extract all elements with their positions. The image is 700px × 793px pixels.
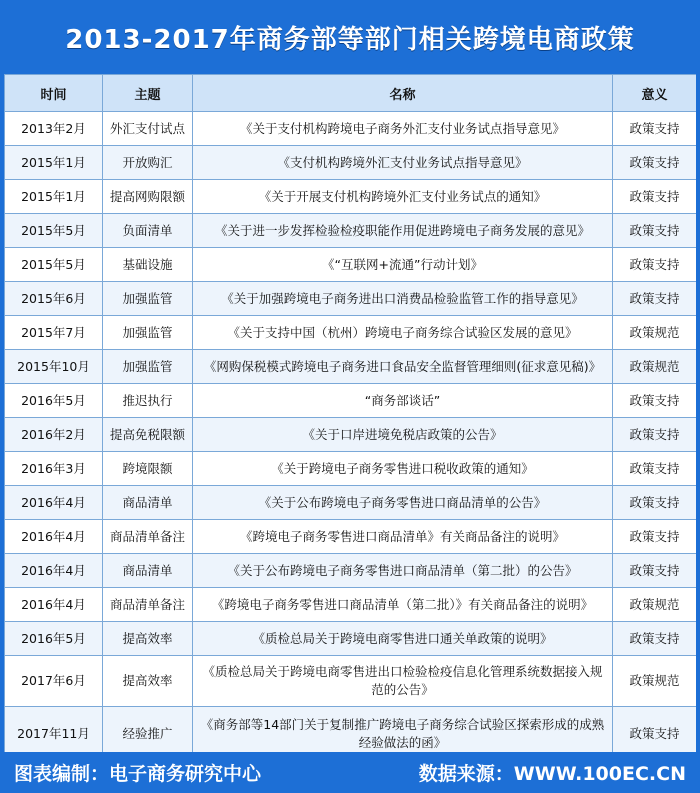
cell-time: 2015年1月 (5, 146, 103, 180)
title-bar (0, 0, 700, 74)
cell-name: 《“互联网+流通”行动计划》 (193, 248, 613, 282)
cell-meaning: 政策支持 (613, 486, 697, 520)
table-row (5, 554, 697, 588)
cell-meaning: 政策规范 (613, 316, 697, 350)
table-row (5, 418, 697, 452)
cell-topic: 基础设施 (103, 248, 193, 282)
cell-time: 2015年10月 (5, 350, 103, 384)
cell-topic: 加强监管 (103, 350, 193, 384)
cell-meaning: 政策规范 (613, 588, 697, 622)
cell-time: 2017年6月 (5, 656, 103, 707)
cell-name: 《质检总局关于跨境电商零售进口通关单政策的说明》 (193, 622, 613, 656)
cell-name: 《关于支付机构跨境电子商务外汇支付业务试点指导意见》 (193, 112, 613, 146)
table-row (5, 452, 697, 486)
cell-meaning: 政策支持 (613, 248, 697, 282)
policy-table-container (4, 74, 696, 752)
cell-name: 《网购保税模式跨境电子商务进口食品安全监督管理细则(征求意见稿)》 (193, 350, 613, 384)
cell-meaning: 政策支持 (613, 707, 697, 753)
cell-meaning: 政策支持 (613, 214, 697, 248)
cell-time: 2016年2月 (5, 418, 103, 452)
table-row (5, 350, 697, 384)
cell-meaning: 政策支持 (613, 282, 697, 316)
cell-topic: 提高效率 (103, 656, 193, 707)
cell-name: 《关于公布跨境电子商务零售进口商品清单的公告》 (193, 486, 613, 520)
cell-topic: 加强监管 (103, 282, 193, 316)
cell-time: 2016年4月 (5, 486, 103, 520)
cell-topic: 提高网购限额 (103, 180, 193, 214)
cell-meaning: 政策支持 (613, 112, 697, 146)
cell-topic: 经验推广 (103, 707, 193, 753)
cell-time: 2016年4月 (5, 554, 103, 588)
table-row (5, 316, 697, 350)
cell-name: 《跨境电子商务零售进口商品清单（第二批）》有关商品备注的说明》 (193, 588, 613, 622)
cell-meaning: 政策规范 (613, 350, 697, 384)
cell-time: 2015年5月 (5, 214, 103, 248)
cell-topic: 加强监管 (103, 316, 193, 350)
table-row (5, 588, 697, 622)
cell-topic: 负面清单 (103, 214, 193, 248)
cell-meaning: 政策支持 (613, 452, 697, 486)
page-title: 2013-2017年商务部等部门相关跨境电商政策 (65, 24, 635, 55)
policy-table (4, 74, 696, 752)
cell-name: 《关于支持中国（杭州）跨境电子商务综合试验区发展的意见》 (193, 316, 613, 350)
cell-name: “商务部谈话” (193, 384, 613, 418)
cell-name: 《关于加强跨境电子商务进出口消费品检验监管工作的指导意见》 (193, 282, 613, 316)
footer-bar (0, 752, 700, 793)
cell-name: 《关于跨境电子商务零售进口税收政策的通知》 (193, 452, 613, 486)
cell-time: 2015年1月 (5, 180, 103, 214)
cell-name: 《跨境电子商务零售进口商品清单》有关商品备注的说明》 (193, 520, 613, 554)
cell-topic: 提高效率 (103, 622, 193, 656)
cell-time: 2017年11月 (5, 707, 103, 753)
column-header-meaning: 意义 (613, 75, 697, 112)
table-row (5, 520, 697, 554)
table-row (5, 282, 697, 316)
cell-time: 2015年6月 (5, 282, 103, 316)
cell-meaning: 政策支持 (613, 520, 697, 554)
table-row (5, 180, 697, 214)
table-header-row (5, 75, 697, 112)
cell-time: 2013年2月 (5, 112, 103, 146)
table-row (5, 248, 697, 282)
cell-time: 2016年5月 (5, 622, 103, 656)
cell-topic: 提高免税限额 (103, 418, 193, 452)
cell-topic: 跨境限额 (103, 452, 193, 486)
cell-meaning: 政策支持 (613, 180, 697, 214)
footer-source: 数据来源：WWW.100EC.CN (418, 763, 686, 785)
table-row (5, 707, 697, 753)
cell-meaning: 政策支持 (613, 418, 697, 452)
cell-name: 《质检总局关于跨境电商零售进出口检验检疫信息化管理系统数据接入规范的公告》 (193, 656, 613, 707)
table-row (5, 622, 697, 656)
table-row (5, 214, 697, 248)
table-row (5, 146, 697, 180)
cell-topic: 开放购汇 (103, 146, 193, 180)
cell-name: 《关于进一步发挥检验检疫职能作用促进跨境电子商务发展的意见》 (193, 214, 613, 248)
cell-name: 《关于口岸进境免税店政策的公告》 (193, 418, 613, 452)
cell-topic: 商品清单备注 (103, 520, 193, 554)
cell-meaning: 政策支持 (613, 384, 697, 418)
cell-time: 2015年5月 (5, 248, 103, 282)
cell-meaning: 政策支持 (613, 146, 697, 180)
cell-name: 《关于公布跨境电子商务零售进口商品清单（第二批）的公告》 (193, 554, 613, 588)
cell-name: 《商务部等14部门关于复制推广跨境电子商务综合试验区探索形成的成熟经验做法的函》 (193, 707, 613, 753)
table-row (5, 656, 697, 707)
cell-topic: 商品清单 (103, 486, 193, 520)
cell-name: 《关于开展支付机构跨境外汇支付业务试点的通知》 (193, 180, 613, 214)
cell-topic: 外汇支付试点 (103, 112, 193, 146)
column-header-time: 时间 (5, 75, 103, 112)
cell-topic: 商品清单备注 (103, 588, 193, 622)
cell-meaning: 政策支持 (613, 622, 697, 656)
cell-name: 《支付机构跨境外汇支付业务试点指导意见》 (193, 146, 613, 180)
cell-time: 2016年4月 (5, 588, 103, 622)
cell-topic: 推迟执行 (103, 384, 193, 418)
footer-credit: 图表编制：电子商务研究中心 (14, 763, 262, 785)
cell-time: 2016年3月 (5, 452, 103, 486)
cell-meaning: 政策规范 (613, 656, 697, 707)
table-row (5, 384, 697, 418)
table-row (5, 112, 697, 146)
cell-topic: 商品清单 (103, 554, 193, 588)
cell-meaning: 政策支持 (613, 554, 697, 588)
column-header-topic: 主题 (103, 75, 193, 112)
column-header-name: 名称 (193, 75, 613, 112)
cell-time: 2016年4月 (5, 520, 103, 554)
cell-time: 2015年7月 (5, 316, 103, 350)
cell-time: 2016年5月 (5, 384, 103, 418)
table-row (5, 486, 697, 520)
